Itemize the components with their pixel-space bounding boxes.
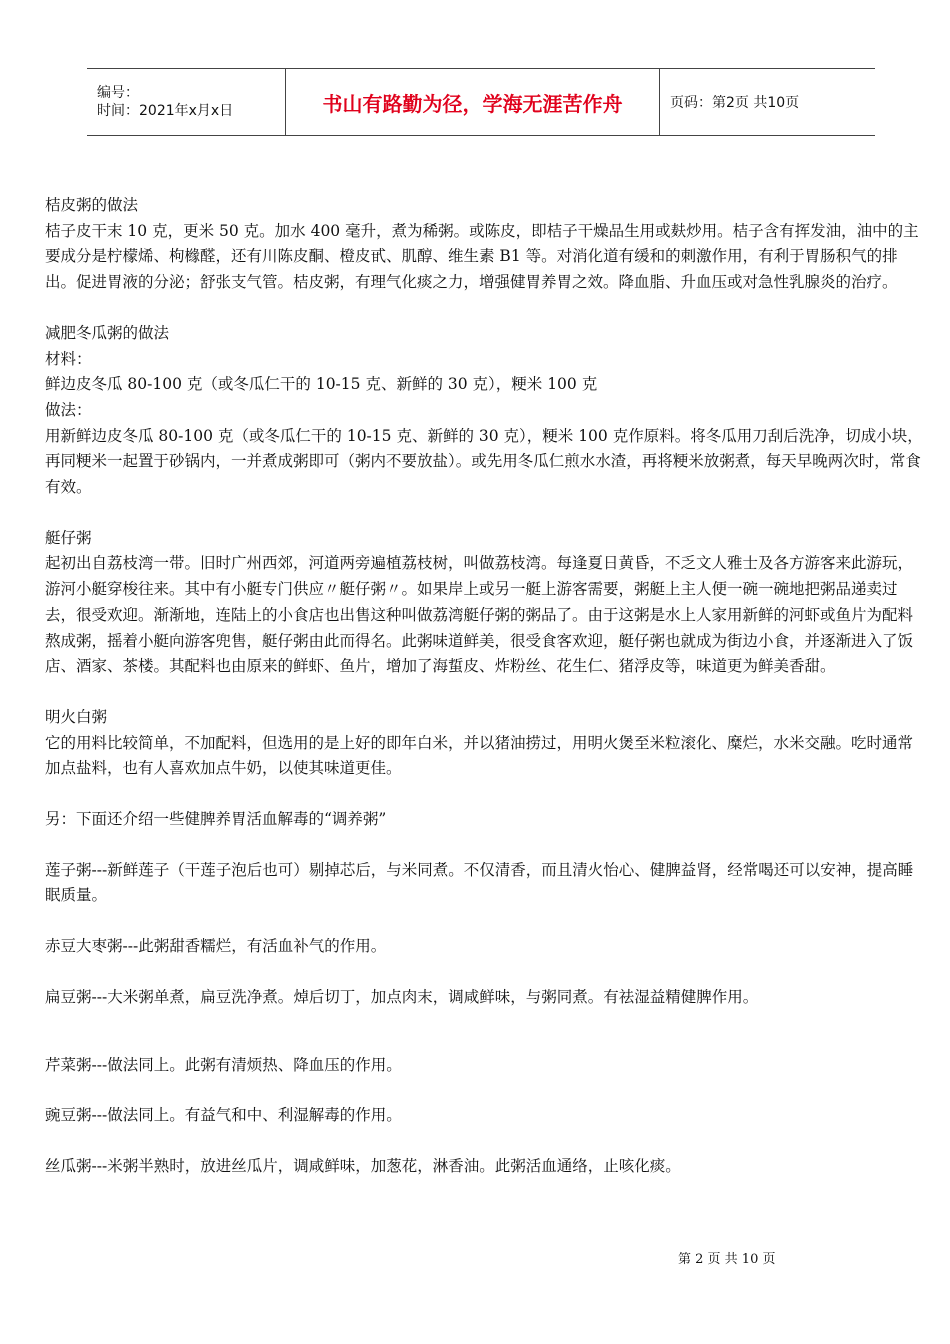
footer-page-number: 第 2 页 共 10 页 bbox=[678, 1252, 776, 1267]
header-meta bbox=[87, 69, 286, 135]
paragraph-lentil: 扁豆粥---大米粥单煮，扁豆洗净煮。焯后切丁，加点肉末，调咸鲜味，与粥同煮。有祛湿益精健脾作用。 bbox=[45, 987, 759, 1006]
motto-text: 书山有路勤为径，学海无涯苦作舟 bbox=[322, 91, 623, 116]
paragraph-redbean: 赤豆大枣粥---此粥甜香糯烂，有活血补气的作用。 bbox=[45, 937, 387, 956]
paragraph-boat: 起初出自荔枝湾一带。旧时广州西郊，河道两旁遍植荔枝树，叫做荔枝湾。每逢夏日黄昏，不乏文人雅士及各方游客来此游玩，游河小艇穿梭往来。其中有小艇专门供应〃艇仔粥〃。如果岸上或另一艇上游客需要，粥艇上主人便一碗一碗地把粥品递卖过去，很受欢迎。渐渐地，连陆上的小食店也出售这种叫做荔湾艇仔粥的粥品了。由于这粥是水上人家用新鲜的河虾或鱼片为配料熬成粥，摇着小艇向游客兜售，艇仔粥由此而得名。此粥味道鲜美，很受食客欢迎，艇仔粥也就成为街边小食，并逐渐进入了饭店、酒家、茶楼。其配料也由原来的鲜虾、鱼片，增加了海蜇皮、炸粉丝、花生仁、猪浮皮等，味道更为鲜美香甜。 bbox=[45, 554, 914, 676]
header-page bbox=[660, 69, 875, 135]
method-label: 做法： bbox=[45, 400, 92, 419]
intro-text: 另：下面还介绍一些健脾养胃活血解毒的“调养粥” bbox=[45, 810, 387, 829]
time-label: 时间：2021年x月x日 bbox=[97, 103, 234, 119]
paragraph-loofah: 丝瓜粥---米粥半熟时，放进丝瓜片，调咸鲜味，加葱花，淋香油。此粥活血通络，止咳化痰。 bbox=[45, 1156, 681, 1175]
header-motto bbox=[286, 69, 660, 135]
materials-text: 鲜边皮冬瓜 80-100 克（或冬瓜仁干的 10-15 克、新鲜的 30 克），粳米 100 克 bbox=[45, 375, 598, 394]
code-label: 编号： bbox=[97, 85, 139, 101]
section-title-orange: 桔皮粥的做法 bbox=[45, 196, 139, 214]
paragraph-lotus: 莲子粥---新鲜莲子（干莲子泡后也可）剔掉芯后，与米同煮。不仅清香，而且清火怡心、健脾益肾，经常喝还可以安神，提高睡眠质量。 bbox=[45, 860, 914, 905]
materials-label: 材料： bbox=[45, 349, 92, 368]
document-body bbox=[45, 193, 927, 1180]
section-title-melon: 减肥冬瓜粥的做法 bbox=[45, 323, 170, 342]
document-header bbox=[87, 68, 875, 136]
page-footer bbox=[678, 1248, 775, 1267]
paragraph-orange: 桔子皮干末 10 克，更米 50 克。加水 400 毫升，煮为稀粥。或陈皮，即桔子干燥品生用或麸炒用。桔子含有挥发油，油中的主要成分是柠檬烯、枸橼醛，还有川陈皮酮、橙皮甙、肌醇、维生素 B1 等。对消化道有缓和的刺激作用，有利于胃肠积气的排出。促进胃液的分泌；舒张支气管。桔皮粥，有理气化痰之力，增强健胃养胃之效。降血脂、升血压或对急性乳腺炎的治疗。 bbox=[45, 221, 919, 292]
method-text: 用新鲜边皮冬瓜 80-100 克（或冬瓜仁干的 10-15 克、新鲜的 30 克），粳米 100 克作原料。将冬瓜用刀刮后洗净，切成小块，再同粳米一起置于砂锅内，一并煮成粥即可（粥内不要放盐）。或先用冬瓜仁煎水水渣，再将粳米放粥煮，每天早晚两次时，常食有效。 bbox=[45, 426, 923, 497]
paragraph-celery: 芹菜粥---做法同上。此粥有清烦热、降血压的作用。 bbox=[45, 1055, 402, 1074]
section-title-fire: 明火白粥 bbox=[45, 707, 108, 726]
section-title-boat: 艇仔粥 bbox=[45, 528, 92, 547]
paragraph-fire: 它的用料比较简单，不加配料，但选用的是上好的即年白米，并以猪油捞过，用明火煲至米粒滚化、糜烂，水米交融。吃时通常加点盐料，也有人喜欢加点牛奶，以使其味道更佳。 bbox=[45, 733, 914, 778]
paragraph-pea: 豌豆粥---做法同上。有益气和中、利湿解毒的作用。 bbox=[45, 1106, 402, 1125]
page-label: 页码：第2页 共10页 bbox=[670, 95, 800, 111]
